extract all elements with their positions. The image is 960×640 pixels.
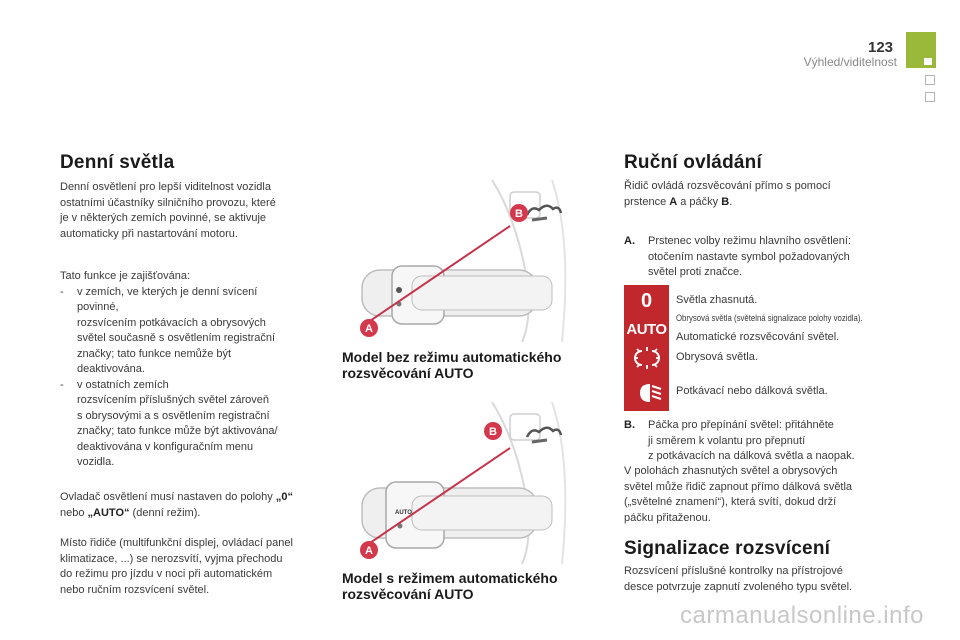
icon-label-off: Světla zhasnutá.: [676, 294, 758, 306]
item-a: A. Prstenec volby režimu hlavního osvětlení: otočením nastavte symbol požadovaných světel proti značce.: [624, 235, 851, 278]
svg-text:B: B: [515, 208, 523, 220]
list-item: - v zemích, ve kterých je denní svícení povinné, rozsvícením potkávacích a obrysových světel současně s osvětlením registrační značky; tato funkce nemůže být deaktivována.: [60, 285, 276, 375]
section-heading-daylights: Denní světla: [60, 152, 175, 173]
auto-icon: AUTO: [626, 320, 667, 338]
flash-paragraph: V polohách zhasnutých světel a obrysových světel může řidič zapnout přímo dálková světla („světelné znamení“), která svítí, dokud drží páčku přitaženou.: [624, 465, 853, 524]
svg-text:B: B: [489, 426, 497, 438]
headlights-icon: [624, 377, 669, 409]
icon-label-auto: Automatické rozsvěcování světel.: [676, 331, 840, 343]
light-mode-icons: [624, 285, 669, 411]
figure-caption-auto: Model s režimem automatického rozsvěcování AUTO: [342, 570, 558, 602]
zero-icon: 0: [640, 289, 653, 312]
icon-label-sidelights: Obrysová světla.: [676, 351, 758, 363]
figure-caption-basic: Model bez režimu automatického rozsvěcování AUTO: [342, 349, 562, 381]
item-b: B. Páčka pro přepínání světel: přitáhněte ji směrem k volantu pro přepnutí z potkávacích na dálková světla a naopak.: [624, 419, 855, 462]
intro-paragraph: Denní osvětlení pro lepší viditelnost vozidla ostatními účastníky silničního provozu, které je v některých zemích povinné, se aktivuje automaticky při nastartování motoru.: [60, 181, 276, 240]
svg-text:AUTO: AUTO: [395, 510, 412, 516]
chapter-tab: [906, 32, 936, 68]
sidelights-icon: [624, 343, 669, 373]
manual-intro: Řidič ovládá rozsvěcování přímo s pomocí prstence A a páčky B.: [624, 180, 831, 208]
tab-marker-icon: [924, 58, 932, 65]
stalk-illustration-auto: [342, 402, 604, 564]
nav-square-icon: [925, 75, 935, 85]
control-paragraph: Ovladač osvětlení musí nastaven do polohy „0“ nebo „AUTO“ (denní režim).: [60, 491, 293, 519]
note-paragraph: Místo řidiče (multifunkční displej, ovládací panel klimatizace, ...) se nerozsvítí, vyjma přechodu do režimu pro jízdu v noci při automatickém nebo ručním rozsvícení světel.: [60, 537, 293, 596]
section-title: Výhled/viditelnost: [803, 55, 897, 69]
icon-label-headlights: Potkávací nebo dálková světla.: [676, 385, 828, 397]
svg-text:A: A: [365, 545, 373, 557]
icon-label-position: Obrysová světla (světelná signalizace polohy vozidla).: [676, 313, 863, 324]
svg-text:A: A: [365, 323, 373, 335]
page-number: 123: [868, 39, 894, 56]
section-heading-signal: Signalizace rozsvícení: [624, 538, 831, 559]
section-heading-manual: Ruční ovládání: [624, 152, 762, 173]
watermark: carmanualsonline.info: [680, 602, 924, 629]
stalk-illustration-basic: [342, 180, 604, 342]
nav-square-icon: [925, 92, 935, 102]
list-item: - v ostatních zemích rozsvícením příslušných světel zároveň s obrysovými a s osvětlením registrační značky; tato funkce může být aktivována/ deaktivována v konfiguračním menu vozidla.: [60, 378, 278, 468]
signal-paragraph: Rozsvícení příslušné kontrolky na přístrojové desce potvrzuje zapnutí zvoleného typu světel.: [624, 565, 853, 593]
provided-list: Tato funkce je zajišťována: - v zemích, ve kterých je denní svícení povinné, rozsvícením potkávacích a obrysových světel současně s osvětlením registrační značky; tato funkce nemůže být deaktivována. - v ostatních zemích rozsvícením příslušných světel zároveň s obrysovými a s osvětlením registrační značky; tato funkce může být aktivována/ deaktivována v konfiguračním menu vozidla.: [60, 269, 322, 471]
